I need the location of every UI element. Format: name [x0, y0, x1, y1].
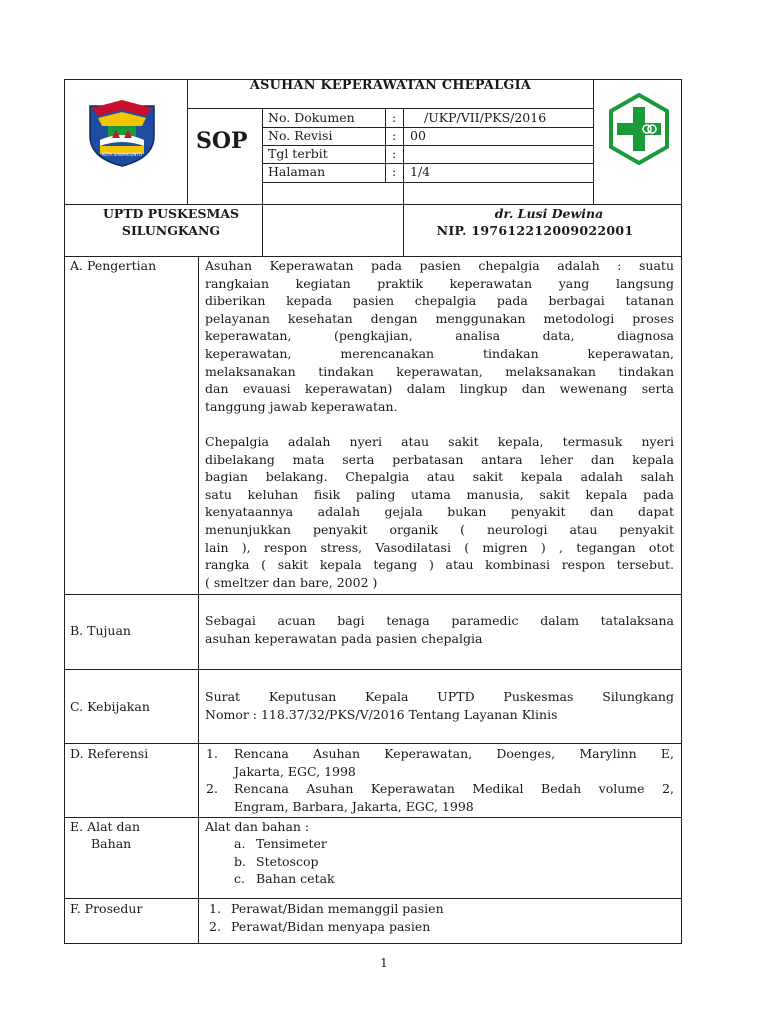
list-number: 1.: [206, 746, 218, 761]
text-line: Nomor : 118.37/32/PKS/V/2016 Tentang Layanan Klinis: [205, 706, 558, 722]
text-line: asuhan keperawatan pada pasien chepalgia: [205, 630, 483, 646]
meta-value-rev: 00: [410, 128, 426, 143]
list-text: Bahan cetak: [256, 871, 335, 887]
text-line: menunjukkan penyakit organik ( neurologi atau penyakit: [205, 521, 674, 537]
signer-name: dr. Lusi Dewina: [494, 206, 604, 221]
list-item: [206, 745, 674, 763]
org-name: UPTD PUSKESMAS: [102, 206, 240, 221]
section-label-kebijakan: C. Kebijakan: [70, 699, 150, 714]
list-text: Rencana Asuhan Keperawatan, Doenges, Marylinn E,: [234, 746, 674, 761]
kebijakan-text: [205, 688, 674, 723]
tujuan-text: [205, 612, 674, 647]
section-label-tujuan: B. Tujuan: [70, 623, 131, 638]
page-number: 1: [380, 956, 388, 970]
list-number: 2.: [206, 781, 218, 797]
text-line: keperawatan, merencanakan tindakan keperawatan,: [205, 345, 674, 361]
list-text: Tensimeter: [256, 836, 327, 851]
text-line: ( smeltzer dan bare, 2002 ): [205, 574, 378, 590]
meta-sep-page: :: [392, 164, 397, 179]
text-line: dan evauasi keperawatan) dalam lingkup dan wewenang serta: [205, 381, 674, 397]
document-title: ASUHAN KEPERAWATAN CHEPALGIA: [249, 78, 532, 93]
text-line: rangkaian kegiatan praktik keperawatan yang langsung: [205, 275, 674, 291]
list-letter: c.: [234, 871, 245, 887]
list-item: [234, 853, 534, 871]
pengertian-paragraph-2: [205, 433, 674, 591]
signer-nip: NIP. 197612212009022001: [436, 223, 634, 238]
list-text: Perawat/Bidan menyapa pasien: [231, 918, 431, 934]
puskesmas-logo: [608, 93, 670, 165]
list-item: [234, 870, 534, 888]
text-line: keperawatan, (pengkajian, analisa data, diagnosa: [205, 328, 674, 344]
list-item: [206, 780, 674, 798]
list-item: [209, 918, 609, 936]
pengertian-paragraph-1: [205, 257, 674, 415]
section-label-referensi: D. Referensi: [70, 746, 149, 761]
text-line: Chepalgia adalah nyeri atau sakit kepala, termasuk nyeri: [205, 434, 674, 449]
text-line: bagian belakang. Chepalgia atau sakit kepala adalah salah: [205, 469, 674, 485]
section-label-alat-2: Bahan: [91, 836, 132, 851]
text-line: pelayanan kesehatan dengan menggunakan metodologi proses: [205, 310, 674, 326]
list-text: Rencana Asuhan Keperawatan Medikal Bedah volume 2,: [234, 781, 674, 797]
list-item: [209, 900, 609, 918]
meta-label-date: Tgl terbit: [268, 146, 328, 161]
list-item-continued: [206, 763, 674, 781]
section-label-alat: E. Alat dan: [70, 819, 141, 834]
meta-sep-rev: :: [392, 128, 397, 143]
meta-sep-date: :: [392, 146, 397, 161]
list-letter: b.: [234, 853, 246, 869]
alat-list: [234, 835, 534, 888]
text-line: melaksanakan tindakan keperawatan, melaksanakan tindakan: [205, 363, 674, 379]
text-line: tanggung jawab keperawatan.: [205, 398, 398, 414]
meta-label-page: Halaman: [268, 164, 326, 179]
text-line: Asuhan Keperawatan pada pasien chepalgia adalah : suatu: [205, 258, 674, 273]
meta-label-doc: No. Dokumen: [268, 110, 355, 125]
meta-label-rev: No. Revisi: [268, 128, 333, 143]
list-text: Perawat/Bidan memanggil pasien: [231, 901, 444, 916]
text-line: diberikan kepada pasien chepalgia pada berbagai tatanan: [205, 293, 674, 309]
text-line: Surat Keputusan Kepala UPTD Puskesmas Silungkang: [205, 689, 674, 704]
sop-label: SOP: [196, 128, 248, 154]
meta-sep-doc: :: [392, 110, 397, 125]
meta-value-doc: /UKP/VII/PKS/2016: [424, 110, 547, 125]
text-line: rangka ( sakit kepala tegang ) atau kombinasi respon tersebut.: [205, 557, 674, 573]
text-line: lain ), respon stress, Vasodilatasi ( migren ) , tegangan otot: [205, 539, 674, 555]
text-line: dibelakang mata serta perbatasan antara leher dan kepala: [205, 451, 674, 467]
list-letter: a.: [234, 836, 246, 851]
prosedur-list: [209, 900, 609, 935]
meta-value-page: 1/4: [410, 164, 431, 179]
list-text: Stetoscop: [256, 853, 319, 869]
list-text: Engram, Barbara, Jakarta, EGC, 1998: [234, 798, 474, 814]
referensi-list: [206, 745, 674, 815]
text-line: satu keluhan fisik paling utama manusia, sakit kepala pada: [205, 486, 674, 502]
list-item-continued: [206, 798, 674, 816]
text-line: kenyataannya adalah gejala bukan penyakit dan dapat: [205, 504, 674, 520]
list-item: [234, 835, 534, 853]
emblem-banner-text: KOTA SAWAHLUNTO: [102, 152, 142, 157]
section-label-prosedur: F. Prosedur: [70, 901, 143, 916]
list-text: Jakarta, EGC, 1998: [234, 763, 356, 779]
alat-intro: Alat dan bahan :: [205, 819, 310, 834]
list-number: 1.: [209, 901, 221, 916]
text-line: Sebagai acuan bagi tenaga paramedic dalam tatalaksana: [205, 613, 674, 628]
org-location: SILUNGKANG: [121, 223, 221, 238]
regional-emblem-logo: [86, 96, 158, 168]
section-label-pengertian: A. Pengertian: [70, 258, 157, 273]
list-number: 2.: [209, 918, 221, 934]
